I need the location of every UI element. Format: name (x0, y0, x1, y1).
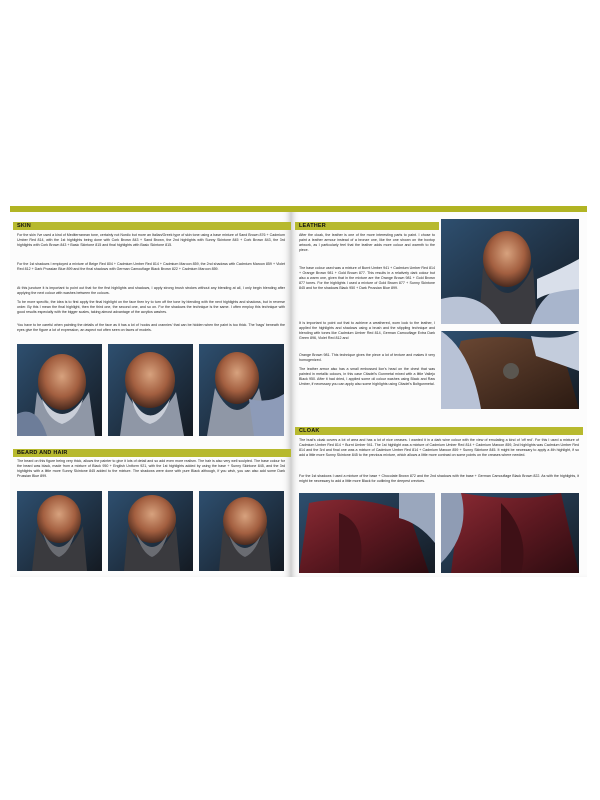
magazine-spread (0, 206, 600, 577)
leather-paragraph-3: It is important to point out that to achieve a weathered, worn look to the leather, I applied the highlights and shadows using a brush and the stippling technique and blending with tones like Cadmium Umber Red 814, German Camouflage Extra Dark Green 896, Violet Red 812 and (299, 321, 435, 341)
leather-paragraph-4: Orange Brown 981. This technique gives the piece a lot of texture and makes it very homogenized. (299, 353, 435, 363)
right-page (291, 206, 587, 577)
leather-paragraph-5: The leather armor also has a small embossed lion's head on the chest that was painted in metallic colours, in this case Citadel's Gunmetal mixed with a little Vallejo Black 950. After it had dried, I applied some oil colour washes using Black and Raw Umber, if necessary you can apply also some highlights using Citadel's Boltgunmetal. (299, 367, 435, 387)
skin-paragraph-5: You have to be careful when painting the details of the face as it has a lot of 'nooks and crannies' that can be hidden when the paint is too thick. The 'bags' beneath the eyes give the figure a lot of expression, an aspect not often seen on faces of models. (17, 323, 285, 333)
skin-paragraph-1: For the skin I've used a kind of Mediterranean tone, certainly not Nordic but more an Italian/Greek type of skin tone using a base mixture of Sand Brown 876 + Cadmium Umber Red 814, with the 1st highlights being done with Cork Brown 843 + Sand Brown, the 2nd highlights with Sunny Skintone 845 + Cork Brown 843, the 3rd highlights with Cork Brown 843 + Basic Skintone 815 and final highlights with Basic Skintone 815. (17, 233, 285, 248)
leather-title: LEATHER (299, 223, 326, 229)
beard-paragraph-1: The beard on this figure being very thick, allows the painter to give it lots of detail and so add even more realism. The hair is also very well sculpted. The base colour for the beard was black, made from a mixture of Black 950 + English Uniform 921, with the 1st highlights added by using the base + Sunny Skintone 845, and the 3rd highlights with a little more Sunny Skintone 845 added to the mixture. The shadows were done with pure Black although, if you wish, you can also add some Dark Prussian Blue 899. (17, 459, 285, 479)
skin-section-header (13, 222, 291, 230)
beard-photo-3 (199, 491, 284, 571)
cloak-section-header (295, 427, 583, 435)
cloak-paragraph-1: The bust's cloak covers a lot of area and has a lot of nice creases. I wanted it in a dark wine colour with the view of emulating a kind of 'off red'. For this I used a mixture of Cadmium Umber Red 814 + Burnt Umber 941. The 1st highlight was a mixture of Cadmium Umber Red 814 + Cadmium Maroon 859, 2nd highlights was Cadmium Umber Red 814 and the 3rd and final one was a mixture of Cadmium Umber Red 814 + Cadmium Maroon 859 + Sunny Skintone 845. It might be necessary to apply a 4th highlight, if so add a little more Sunny Skintone 845 to the previous mixture, which allows a little more contrast on some points on the creases where needed. (299, 438, 579, 458)
beard-photo-2 (108, 491, 193, 571)
skin-title: SKIN (17, 223, 31, 229)
cloak-title: CLOAK (299, 428, 320, 434)
leather-bust-photo (441, 219, 579, 324)
cloak-paragraph-2: For the 1st shadows I used a mixture of the base + Chocolate Brown 872 and the 2nd shadows with the base + German Camouflage Black Brown 822. As with the highlights, it might be necessary to add a little more Black for outlining the deepest crevices. (299, 474, 579, 484)
leather-paragraph-1: After the cloak, the leather is one of the more interesting parts to paint. I chose to paint a leather armour instead of a bronze one, like the one shown on the boxtop artwork, as I particularly feel that the leather adds more colour and warmth to the piece. (299, 233, 435, 253)
beard-photo-1 (17, 491, 102, 571)
cloak-photo-2 (441, 493, 579, 573)
face-highlight-photo-1 (17, 344, 102, 436)
top-accent-band-right (291, 206, 587, 212)
left-page (10, 206, 291, 577)
face-highlight-photo-2 (108, 344, 193, 436)
leather-section-header (295, 222, 439, 230)
leather-paragraph-2: The base colour used was a mixture of Burnt Umber 941 + Cadmium Umber Red 814 + Orange Brown 981 + Gold Brown 877. This results in a relatively dark colour but also a warm one, given that in the mixture are the Orange Brown 981 + Gold Brown 877 tones. For the highlights I used a mixture of Gold Brown 877 + Sunny Skintone 845 and for the shadows Black 950 + Dark Prussian Blue 899. (299, 266, 435, 291)
skin-paragraph-2: For the 1st shadows I employed a mixture of Beige Red 804 + Cadmium Umber Red 814 + Cadmium Maroon 859, the 2nd shadows with Cadmium Maroon 859 + Violet Red 812 + Dark Prussian Blue 899 and the final shadows with German Camouflage Black Brown 822 + Cadmium Maroon 859. (17, 262, 285, 272)
skin-paragraph-3: At this juncture it is important to point out that for the first highlights and shadows, I apply strong brush strokes without any blending at all, I only begin blending after applying the next colour with washes between the colours. (17, 286, 285, 296)
beard-section-header (13, 449, 291, 457)
leather-detail-photo (441, 331, 579, 409)
cloak-photo-1 (299, 493, 435, 573)
face-highlight-photo-3 (199, 344, 284, 436)
beard-title: BEARD AND HAIR (17, 450, 68, 456)
skin-paragraph-4: To be more specific, the idea is to first apply the final highlight on the face then try to turn off the tone by blending with the next highlights and shadows, but in reverse order. By this I mean the final highlight, then the third one, the second one, and so on. For the shadows the technique is the same. I often employ this technique with good results especially with the bigger scales, taking almost advantage of the acrylics washes. (17, 300, 285, 315)
top-accent-band (10, 206, 291, 212)
